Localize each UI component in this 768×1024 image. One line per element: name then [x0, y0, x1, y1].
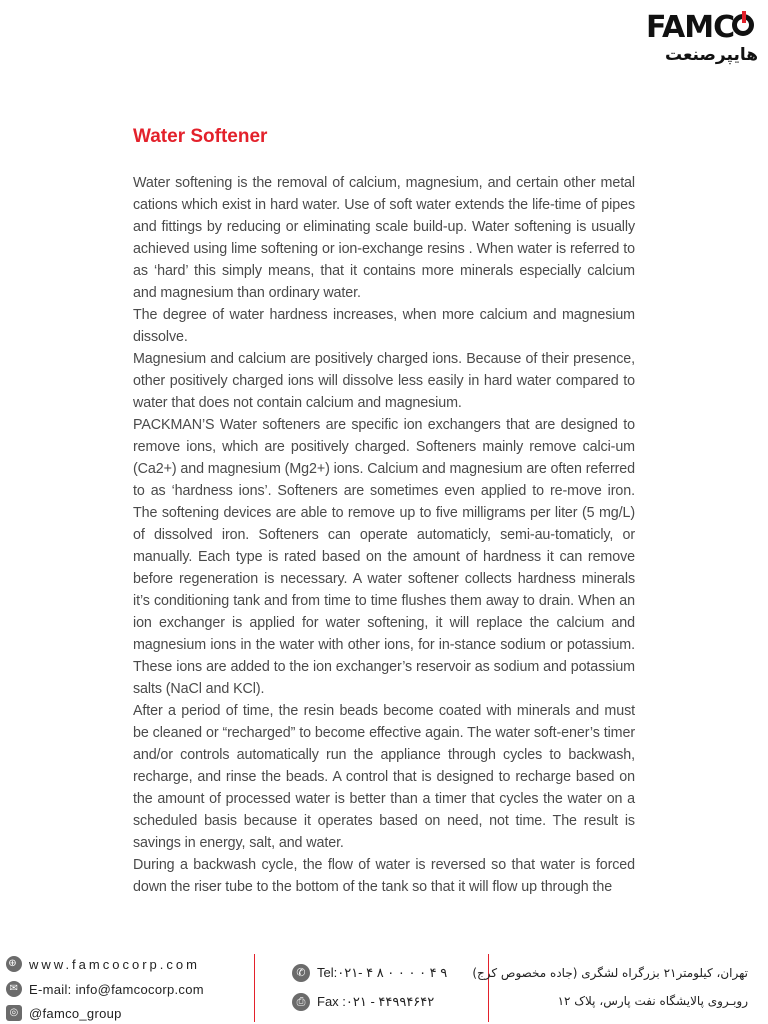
paragraph: Magnesium and calcium are positively charged ions. Because of their presence, other positively charged ions will dissolve less easily in hard water compared to water that does not contain calcium and magnesium.	[133, 351, 635, 411]
email-icon: ✉	[6, 981, 22, 997]
famco-logo	[646, 12, 758, 72]
paragraph: The degree of water hardness increases, when more calcium and magnesium dissolve.	[133, 307, 635, 345]
fax-icon: ⎙	[292, 993, 310, 1011]
instagram-link[interactable]	[6, 1005, 122, 1021]
website-link[interactable]	[6, 956, 200, 972]
fax-text: Fax :۰۲۱ - ۴۴۹۹۴۶۴۲	[317, 994, 435, 1009]
logo-persian-subtitle: هایپرصنعت	[664, 45, 758, 65]
logo-wordmark: FAMC	[646, 10, 735, 45]
page-title: Water Softener	[133, 126, 268, 147]
paragraph: Water softening is the removal of calcium, magnesium, and certain other metal cations which exist in hard water. Use of soft water extends the life-time of pipes and fittings by reducing or eliminating scale build-up. Water softening is usually achieved using lime softening or ion-exchange resins . When water is referred to as ‘hard’ this simply means, that it contains more minerals especially calcium and magnesium than ordinary water.	[133, 175, 635, 301]
email-text: E-mail: info@famcocorp.com	[29, 981, 204, 997]
address-line-1: تهران، کیلومتر۲۱ بزرگراه لشگری (جاده مخصوص کرج)	[472, 966, 748, 980]
instagram-text: @famco_group	[29, 1005, 122, 1021]
website-text: www.famcocorp.com	[29, 956, 200, 972]
phone-number[interactable]	[292, 964, 447, 982]
globe-icon: ⊕	[6, 956, 22, 972]
footer-divider	[488, 954, 489, 1022]
paragraph: During a backwash cycle, the flow of water is reversed so that water is forced down the riser tube to the bottom of the tank so that it will flow up through the	[133, 857, 635, 895]
fax-number	[292, 993, 434, 1011]
instagram-icon: ◎	[6, 1005, 22, 1021]
paragraph: After a period of time, the resin beads become coated with minerals and must be cleaned or “recharged” to become effective again. The water soft-ener’s timer and/or controls automatically run the appliance through cycles to backwash, recharge, and rinse the beads. A control that is designed to recharge based on the amount of processed water is better than a timer that cycles the water on a scheduled basis because it operates based on need, not time. The result is savings in energy, salt, and water.	[133, 703, 635, 851]
email-link[interactable]	[6, 981, 204, 997]
power-symbol-icon	[732, 14, 754, 36]
article-body	[133, 172, 635, 898]
address-line-2: روبـروی پالایشگاه نفت پارس، پلاک ۱۲	[557, 994, 748, 1008]
phone-icon: ✆	[292, 964, 310, 982]
paragraph: PACKMAN’S Water softeners are specific ion exchangers that are designed to remove ions, which are positively charged. Softeners mainly remove calci-um (Ca2+) and magnesium (Mg2+) ions. Calcium and magnesium are often referred to as ‘hardness ions’. Softeners are sometimes even applied to re-move iron. The softening devices are able to remove up to five milligrams per liter (5 mg/L) of dissolved iron. Softeners can operate automaticly, semi-au-tomaticly, or manually. Each type is rated based on the amount of hardness it can remove before regeneration is necessary. A water softener collects hardness minerals it’s conditioning tank and from time to time flushes them away to drain. When an ion exchanger is applied for water softening, it will replace the calcium and magnesium ions in the water with other ions, for in-stance sodium or potassium. These ions are added to the ion exchanger’s reservoir as sodium and potassium salts (NaCl and KCl).	[133, 417, 635, 697]
footer-divider	[254, 954, 255, 1022]
page-footer	[0, 948, 768, 1024]
phone-text: Tel:۰۲۱- ۴ ۸ ۰ ۰ ۰ ۰ ۴ ۹	[317, 965, 448, 980]
